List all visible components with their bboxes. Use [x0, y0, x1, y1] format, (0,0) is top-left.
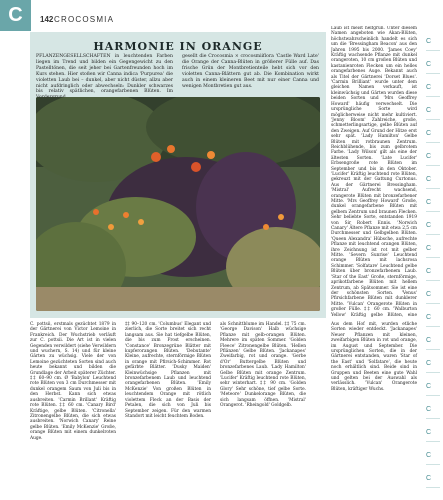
edge-index-letter: C — [426, 84, 432, 91]
edge-divider — [426, 372, 440, 373]
edge-divider — [426, 234, 440, 235]
garden-photo-illustration — [36, 97, 320, 311]
feature-text-column-1: PFLANZENGESELLSCHAFTEN in leuchtenden Farben liegen im Trend und bilden ein Gegengewicht zu den Pastelltönen, die seit jeher bei Gartenfreunden hoch im Kurs stehen. Hier stoßen wir Canna indica 'Purpurea' die violetten Laub bei – dunkel, aber nicht düster, allzu aber nicht aufdringlich oder abwechseln: Dunkler schwarzes bis relativ spätlichen, orangefarbenen Blüten. Im — [36, 54, 173, 95]
section-title: CROCOSMIA — [54, 15, 115, 24]
section-letter-badge: C — [0, 0, 31, 31]
edge-divider — [426, 303, 440, 304]
edge-index-letter: C — [426, 314, 432, 321]
edge-index-letter: C — [426, 199, 432, 206]
edge-index-letter: C — [426, 291, 432, 298]
edge-index-letter: C — [426, 107, 432, 114]
edge-divider — [426, 464, 440, 465]
edge-index-letter: C — [426, 176, 432, 183]
edge-divider — [426, 211, 440, 212]
right-text-column: Laub ist meist helfgrün. Unter diesem Namen angeboten wie Akan-Blüten, höchstwahrscheinlich handelt es sich um die 'Bressingham Beacon' aus den Jahren 1995 bis 2000. 'James Coey' Kräftig wachsende Pflanze mit dunkel orangeroten, 10 cm großen Blüten und kastanienroten Flecken um ein helles orangefarbenes Auge. Bekannt auch als Titel der Gärtnerei 'Dorset Blues'. 'Carmin Brilliant' wurde unter dem gleichen Namen verkauft, ist kleinwüchsig und Gärten wurden diese beiden Sorten und 'Mrs Geoffrey Howard' häufig verwechselt. Die ursprüngliche Sorte wird möglicherweise nicht mehr kultiviert. 'Jenny Bloom' Zahlreiche, große, schmetterlingsartige, gelbe Blüten auf den Zweigen. Auf Grund der Hitze erst sehr spät. 'Lady Hamilton' Gelbe Blüten mit rotbraunen Zentrum. Reichblühende, bis zum gelbrotem Farbe. 'Lady Wilson' gilt als eine der ältesten Sorten. 'Late Lucifer' Erbsengroße rote Blüten im September und bis in den Oktober. 'Lucifer' Kräftig leuchtend rote Blüten, gekreuzt mit der Gattung Curtonus. Aus der Gärtnerei Bressingham. 'Mistral' Aufrecht wachsend, orangerote Blüten mit bronzefarbener Mitte. 'Mrs Geoffrey Howard' Große, dunkel orangefarbene Blüten mit gelbem Zentrum und braunen Flecken. Sehr beliebte Sorte, entstanden 1919 von Sir Robert Ennis. 'Norwich Canary' Ältere Pflanze mit etwa 2,5 cm Durchmesser und Gelbgelben Blüten. 'Queen Alexandra' Hübsche, aufrechte Pflanze mit leuchtend orangen Blüten, ihre Zeichnung ist rot mit gelber Mitte. 'Severn Sunrise' Leuchtend orange Blüten mit lachsrosa Schimmer. 'Solfatare' Leuchtend gelbe Blüten über bronzefarbenem Laub. 'Star of the East' Große, sternförmige, aprikotfarbene Blüten mit hellem Zentrum, ab Spätsommer. Sie ist eine der schönsten Sorten. 'Venus' Pfirsichfarbene Blüten mit dunklerer Mitte. 'Vulcan' Orangerote Blüten in großer Fülle. ‡‡ 60 cm. 'Walburton Yellow' Kräftig gelbe Blüten, eine — [331, 26, 417, 318]
edge-divider — [426, 418, 440, 419]
edge-divider — [426, 349, 440, 350]
edge-index-letter: C — [426, 337, 432, 344]
edge-index-letter: C — [426, 383, 432, 390]
edge-index-letter: C — [426, 130, 432, 137]
edge-index-letter: C — [426, 153, 432, 160]
edge-index-letter: C — [426, 222, 432, 229]
edge-divider — [426, 441, 440, 442]
edge-divider — [426, 73, 440, 74]
garden-photo — [36, 97, 320, 311]
feature-title: HARMONIE IN ORANGE — [93, 40, 263, 53]
edge-index-letter: C — [426, 61, 432, 68]
body-text-column-2: ‡‡ 90–120 cm. 'Columbus' Elegant und zierlich, die Sorte breitet sich recht langsam aus. Sie hat tiefgelbe Blüten, die bis zum Frost erscheinen. 'Constance' Bronzegrüne Blätter mit kupferorangen Blüten. 'Debutante' Kleine, aufrechte, sternförmige Blüten in orange mit Pfirsich-Schimmer. Rot gefärbte Blätter. 'Dusky Maiden' Kleinwüchsige Pflanzen mit bronzefarbenem Laub und leuchtend orangefarbenen Blüten. 'Emily McKenzie' Von großen Blüten in leuchtendem Orange mit rötlich violettem Fleck an der Basis der Petalen, die sich von Juli bis September zeigen. Für den warmen Standort mit leicht feuchtem Boden. — [125, 322, 211, 419]
edge-divider — [426, 188, 440, 189]
body-text-column-1: C. pottsii, erstmals gezüchtet 1879 in der Gärtnerei von Victor Lemoine in Frankreich. Der Wuchstrieb verläuft zur C. pottsii. Die Art ist in vielen Gegenden verwildert (siehe Verwildern und wuchern, S. 14) und für kleine Gärten zu wüchsig. Viele der von Lemoine gezüchteten Sorten sind auch heute bekannt und bilden die Grundlage der Arbeit späterer Züchter. ‡‡ 60–90 cm. Ø 'Babylon' Leuchtend rote Blüten von 3 cm Durchmesser mit dunkel orangem Saum von Juli bis in den Herbst. Kann sich etwas ausbreiten. 'Carmin Brillant' Kräftig rote Blüten. ‡‡ 60 cm. 'Canary Bird' Kräftige, gelbe Blüten. 'Citronella' Zitronengelbe Blüten, die sich etwas ausbreiten. 'Norwich Canary' Reine gelbe Blüten. 'Emily McKenzie' Große, orange Blüten mit einem dunkelroten Auge. — [30, 322, 116, 441]
edge-divider — [426, 142, 440, 143]
feature-text-column-2: gesellt die Crocosmia × crocosmiiflora 'Castle Ward Late' die Orange der Canna-Blüten in größerer Fülle auf. Das frische Grün der Montbretienteile hebt sich vor den violetten Canna-Blättern gut ab. Die Kombination wirkt auch in einem kleineren Beet mit nur einer Canna und wenigen Montbretien gut aus. — [182, 54, 319, 89]
edge-divider — [426, 257, 440, 258]
feature-box — [30, 32, 326, 318]
edge-index-letter: C — [426, 38, 432, 45]
edge-index-letter: C — [426, 360, 432, 367]
edge-index-letter: C — [426, 268, 432, 275]
body-text-column-4: Aus dem Hof mit, wurden etliche Sorten wieder entdeckt. 'Jackanapes' Neuer Pflanzen mit kleinen, zweifarbigen Blüten in rot und orange, im August und September. Die ursprünglichen Sorten, die in der Gärtnerei entstanden, waren 'Star of the East' und 'Solfatare', die heute noch erhältlich sind. Beide sind in Gruppen und Beeten eine gute Wahl und gelten bei der Auswahl als verlässlich. 'Vulcan' Orangerote Blüten, kräftiger Wuchs. — [331, 322, 417, 392]
edge-index-letter: C — [426, 406, 432, 413]
edge-divider — [426, 119, 440, 120]
edge-divider — [426, 50, 440, 51]
edge-divider — [426, 165, 440, 166]
edge-divider — [426, 487, 440, 488]
body-text-column-3: als Schnittblume im Handel. ‡‡ 75 cm. 'George Davison' Halb wüchsige Pflanze mit gelb-orangen Blüten. Mehrere im späten Sommer. 'Golden Fleece' Zitronengelbe Blüten. 'Hellen Pflänzen' Gelbe Blüten. 'Jackanapes' Zweifarbig, rot und orange. 'Gerbe d'Or' Buttergelbe Blüten und bronzefarbenes Laub. 'Lady Hamilton' Gelbe Blüten mit orange Zentrum. 'Lucifer' Kräftig leuchtend rote Blüten, sehr winterhart. ‡‡ 90 cm. 'Golden Glory' Sehr schöne, tief gelbe Sorte. 'Meteore' Dunkelorange Blüten, die sich langsam öffnen. 'Mistral' Orangerot. 'Rheingold' Goldgelb. — [220, 322, 306, 409]
edge-index-letter: C — [426, 452, 432, 459]
edge-index-letter: C — [426, 429, 432, 436]
edge-divider — [426, 326, 440, 327]
edge-divider — [426, 96, 440, 97]
edge-index-letter: C — [426, 245, 432, 252]
edge-index-letter: C — [426, 475, 432, 482]
edge-divider — [426, 395, 440, 396]
page-number: 142 — [40, 15, 54, 24]
edge-divider — [426, 280, 440, 281]
